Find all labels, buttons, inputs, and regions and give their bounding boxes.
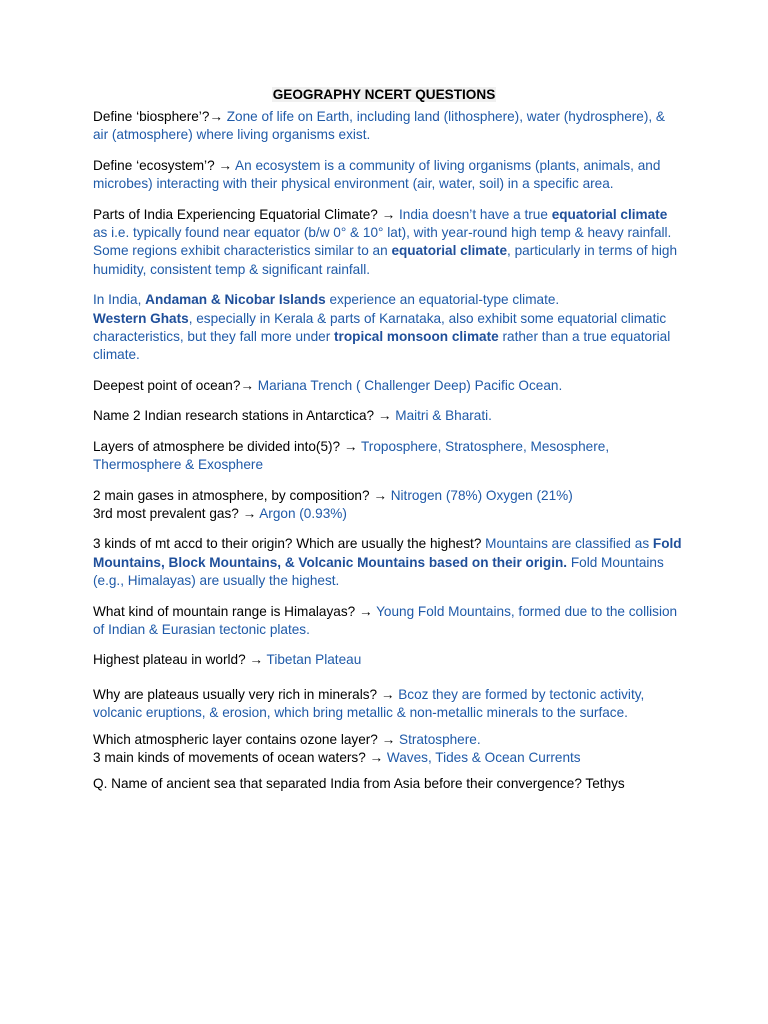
- qa-equatorial-climate: Parts of India Experiencing Equatorial Climate? → India doesn’t have a true equatorial climate as i.e. typically found near equator (b/w 0° & 10° lat), with year-round high temp & heavy rainfall. Some regions exhibit characteristics similar to an equatorial climate, particularly in terms of high humidity, consistent temp & significant rainfall.: [93, 206, 678, 277]
- qa-atmosphere-gases: 2 main gases in atmosphere, by composition? → Nitrogen (78%) Oxygen (21%) 3rd most prevalent gas? → Argon (0.93%): [93, 487, 573, 521]
- qa-deepest-point: Deepest point of ocean?→ Mariana Trench ( Challenger Deep) Pacific Ocean.: [93, 377, 563, 393]
- qa-ozone-ocean: Which atmospheric layer contains ozone layer? → Stratosphere. 3 main kinds of movements of ocean waters? → Waves, Tides & Ocean Currents: [93, 731, 581, 765]
- qa-atmosphere-layers: Layers of atmosphere be divided into(5)? → Troposphere, Stratosphere, Mesosphere, Thermosphere & Exosphere: [93, 438, 610, 473]
- qa-ecosystem: Define ‘ecosystem’? → An ecosystem is a community of living organisms (plants, animals, and microbes) interacting with their physical environment (air, water, soil) in a specific area.: [93, 157, 661, 192]
- qa-biosphere: Define ‘biosphere’?→ Zone of life on Earth, including land (lithosphere), water (hydrosphere), & air (atmosphere) where living organisms exist.: [93, 109, 666, 143]
- qa-list: [93, 108, 683, 806]
- qa-mountain-kinds: 3 kinds of mt accd to their origin? Which are usually the highest? Mountains are classified as Fold Mountains, Block Mountains, & Volcanic Mountains based on their origin. Fold Mountains (e.g., Himalayas) are usually the highest.: [93, 536, 682, 589]
- page-title: GEOGRAPHY NCERT QUESTIONS: [272, 87, 496, 102]
- qa-ancient-sea: Q. Name of ancient sea that separated India from Asia before their convergence? Tethys: [93, 776, 625, 792]
- qa-plateau-minerals: Why are plateaus usually very rich in minerals? → Bcoz they are formed by tectonic activity, volcanic eruptions, & erosion, which bring metallic & non-metallic minerals to the surface.: [93, 686, 645, 721]
- qa-himalayas: What kind of mountain range is Himalayas? → Young Fold Mountains, formed due to the collision of Indian & Eurasian tectonic plates.: [93, 603, 678, 637]
- qa-highest-plateau: Highest plateau in world? → Tibetan Plateau: [93, 652, 362, 668]
- qa-antarctica-stations: Name 2 Indian research stations in Antarctica? → Maitri & Bharati.: [93, 408, 492, 424]
- qa-equatorial-regions: In India, Andaman & Nicobar Islands experience an equatorial-type climate. Western Ghats, especially in Kerala & parts of Karnataka, also exhibit some equatorial climatic characteristics, but they fall more under tropical monsoon climate rather than a true equatorial climate.: [93, 292, 671, 363]
